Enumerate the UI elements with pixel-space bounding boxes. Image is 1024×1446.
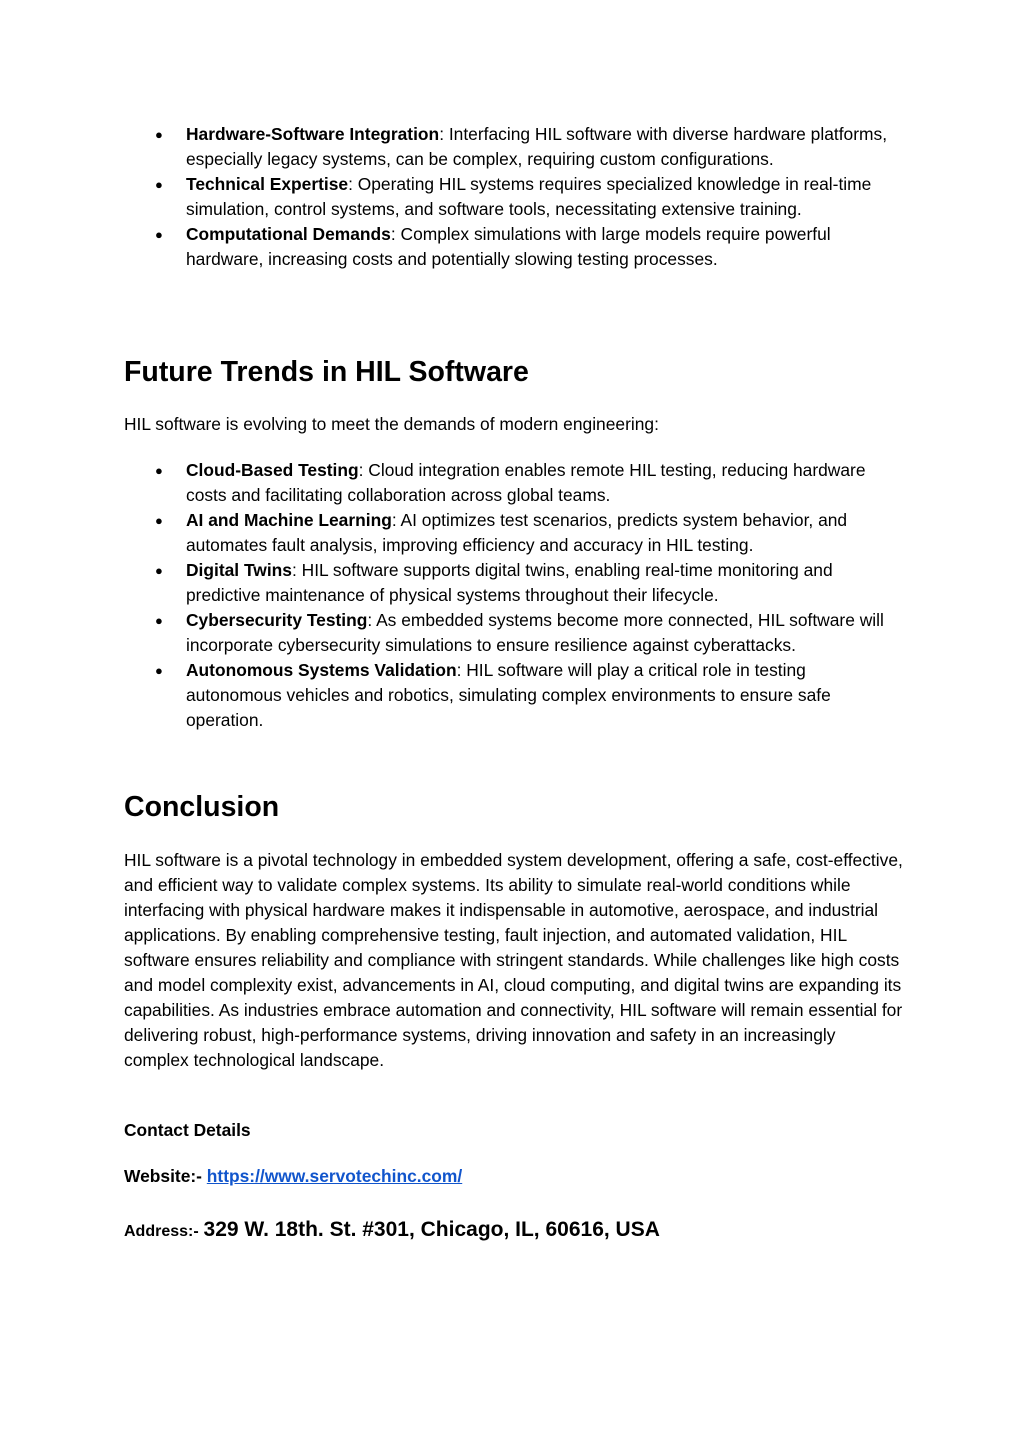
- list-item-text: : Operating HIL systems requires specialized knowledge in real-time simulation, control systems, and software tools, necessitating extensive training.: [186, 174, 872, 219]
- address-label: Address:-: [124, 1223, 199, 1240]
- list-item-term: Digital Twins: [186, 560, 292, 580]
- list-item: [124, 608, 900, 658]
- list-item-text: : HIL software will play a critical role in testing autonomous vehicles and robotics, simulating complex environments to ensure safe operation.: [186, 660, 831, 730]
- website-label: Website:-: [124, 1166, 202, 1186]
- contact-details-heading: Contact Details: [124, 1120, 251, 1140]
- address-line: [124, 1214, 660, 1248]
- website-line: [124, 1164, 462, 1189]
- address-value: 329 W. 18th. St. #301, Chicago, IL, 60616, USA: [203, 1218, 660, 1241]
- list-item-text: : Complex simulations with large models require powerful hardware, increasing costs and potentially slowing testing processes.: [186, 224, 831, 269]
- bullet-icon: ●: [155, 127, 163, 142]
- list-item: [124, 458, 900, 508]
- list-item-term: Hardware-Software Integration: [186, 124, 440, 144]
- section-heading-future-trends: Future Trends in HIL Software: [124, 356, 529, 388]
- list-item: [124, 508, 900, 558]
- list-item-text: : Interfacing HIL software with diverse hardware platforms, especially legacy systems, can be complex, requiring custom configurations.: [186, 124, 888, 169]
- bullet-icon: ●: [155, 227, 163, 242]
- list-item: [124, 222, 900, 272]
- list-item-text: : Cloud integration enables remote HIL testing, reducing hardware costs and facilitating collaboration across global teams.: [186, 460, 866, 505]
- list-item-term: Computational Demands: [186, 224, 391, 244]
- list-item-term: AI and Machine Learning: [186, 510, 392, 530]
- list-item: [124, 558, 900, 608]
- list-item-term: Cybersecurity Testing: [186, 610, 368, 630]
- list-item-text: : HIL software supports digital twins, enabling real-time monitoring and predictive maintenance of physical systems throughout their lifecycle.: [186, 560, 833, 605]
- list-item-text: : AI optimizes test scenarios, predicts system behavior, and automates fault analysis, improving efficiency and accuracy in HIL testing.: [186, 510, 848, 555]
- list-item-text: : As embedded systems become more connected, HIL software will incorporate cybersecurity simulations to ensure resilience against cyberattacks.: [186, 610, 884, 655]
- website-link[interactable]: https://www.servotechinc.com/: [206, 1166, 463, 1186]
- section-heading-conclusion: Conclusion: [124, 791, 280, 823]
- conclusion-paragraph: HIL software is a pivotal technology in embedded system development, offering a safe, cost-effective, and efficient way to validate complex systems. Its ability to simulate real-world conditions while interfacing with physical hardware makes it indispensable in automotive, aerospace, and industrial applications. By enabling comprehensive testing, fault injection, and automated validation, HIL software ensures reliability and compliance with stringent standards. While challenges like high costs and model complexity exist, advancements in AI, cloud computing, and digital twins are expanding its capabilities. As industries embrace automation and connectivity, HIL software will remain essential for delivering robust, high-performance systems, driving innovation and safety in an increasingly complex technological landscape.: [124, 850, 903, 1070]
- bullet-icon: ●: [155, 177, 163, 192]
- bullet-icon: ●: [155, 663, 163, 678]
- list-item-term: Autonomous Systems Validation: [186, 660, 457, 680]
- bullet-icon: ●: [155, 463, 163, 478]
- bullet-icon: ●: [155, 613, 163, 628]
- list-item-term: Technical Expertise: [186, 174, 349, 194]
- list-item-term: Cloud-Based Testing: [186, 460, 359, 480]
- future-trends-list: [124, 458, 900, 733]
- list-item: [124, 122, 900, 172]
- list-item: [124, 658, 900, 733]
- bullet-icon: ●: [155, 513, 163, 528]
- bullet-icon: ●: [155, 563, 163, 578]
- list-item: [124, 172, 900, 222]
- challenges-list: [124, 122, 900, 272]
- future-trends-intro: HIL software is evolving to meet the demands of modern engineering:: [124, 414, 659, 434]
